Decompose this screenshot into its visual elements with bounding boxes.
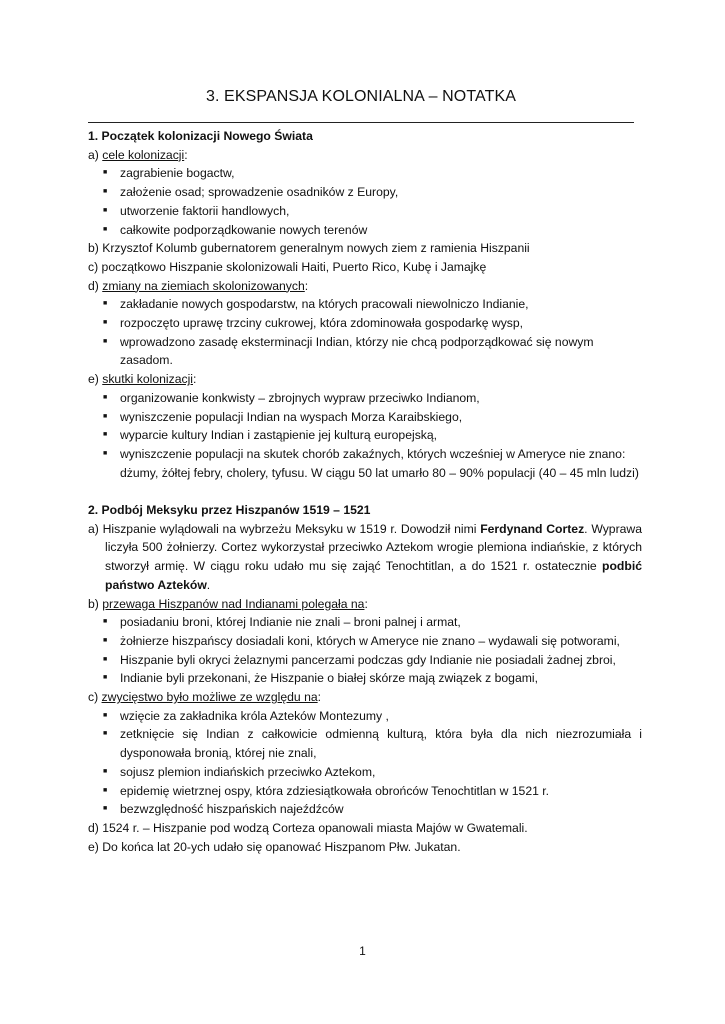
s1-c: c) początkowo Hiszpanie skolonizowali Haiti, Puerto Rico, Kubę i Jamajkę xyxy=(88,259,487,274)
list-item: ■ zagrabienie bogactw, xyxy=(88,164,642,183)
s1-d-list xyxy=(88,295,642,370)
list-item: ■ wprowadzono zasadę eksterminacji Indian, którzy nie chcą podporządkować się nowym zasadom. xyxy=(88,333,642,370)
list-item: ■ założenie osad; sprowadzenie osadników z Europy, xyxy=(88,183,642,202)
s2-b-label: b) przewaga Hiszpanów nad Indianami polegała na: xyxy=(88,596,368,611)
list-item: ■ Hiszpanie byli okryci żelaznymi pancerzami podczas gdy Indianie nie posiadali żadnej zbroi, xyxy=(88,651,642,670)
list-item: ■ sojusz plemion indiańskich przeciwko Aztekom, xyxy=(88,763,642,782)
section-2-heading: 2. Podbój Meksyku przez Hiszpanów 1519 – 1521 xyxy=(88,503,371,518)
s2-e: e) Do końca lat 20-ych udało się opanować Hiszpanom Płw. Jukatan. xyxy=(88,839,461,854)
list-item: ■ zetknięcie się Indian z całkowicie odmienną kulturą, która była dla nich niezrozumiała i dysponowała bronią, której nie znali, xyxy=(88,725,642,762)
s2-a-paragraph: a) Hiszpanie wylądowali na wybrzeżu Meksyku w 1519 r. Dowodził nimi Ferdynand Cortez. Wyprawa liczyła 500 żołnierzy. Cortez wykorzystał przeciwko Aztekom wrogie plemiona indiańskie, z których stworzył armię. W ciągu roku udało mu się zająć Tenochtitlan, a do 1521 r. ostatecznie podbić państwo Azteków. xyxy=(88,521,642,592)
list-item: ■ żołnierze hiszpańscy dosiadali koni, których w Ameryce nie znano – wydawali się potworami, xyxy=(88,632,642,651)
list-item: ■ bezwzględność hiszpańskich najeźdźców xyxy=(88,800,642,819)
list-item: ■ wyparcie kultury Indian i zastąpienie jej kulturą europejską, xyxy=(88,426,642,445)
s2-c-list xyxy=(88,707,642,819)
list-item: ■ utworzenie faktorii handlowych, xyxy=(88,202,642,221)
s1-a-list xyxy=(88,164,642,239)
s1-d-label: d) zmiany na ziemiach skolonizowanych: xyxy=(88,278,309,293)
s2-b-list xyxy=(88,613,642,688)
list-item: ■ Indianie byli przekonani, że Hiszpanie o białej skórze mają związek z bogami, xyxy=(88,669,642,688)
list-item: ■ rozpoczęto uprawę trzciny cukrowej, która zdominowała gospodarkę wysp, xyxy=(88,314,642,333)
list-item: ■ wyniszczenie populacji Indian na wyspach Morza Karaibskiego, xyxy=(88,408,642,427)
list-item: ■ całkowite podporządkowanie nowych terenów xyxy=(88,221,642,240)
s1-e-list xyxy=(88,389,642,483)
list-item: ■ wyniszczenie populacji na skutek chorób zakaźnych, których wcześniej w Ameryce nie znano: dżumy, żółtej febry, cholery, tyfusu. W ciągu 50 lat umarło 80 – 90% populacji (40 – 45 mln ludzi) xyxy=(88,445,642,482)
section-1-heading: 1. Początek kolonizacji Nowego Świata xyxy=(88,129,313,143)
page-title: 3. EKSPANSJA KOLONIALNA – NOTATKA xyxy=(205,88,517,105)
list-item: ■ posiadaniu broni, której Indianie nie znali – broni palnej i armat, xyxy=(88,613,642,632)
s1-e-label: e) skutki kolonizacji: xyxy=(88,372,197,387)
list-item: ■ wzięcie za zakładnika króla Azteków Montezumy , xyxy=(88,707,642,726)
s2-d: d) 1524 r. – Hiszpanie pod wodzą Corteza opanowali miasta Majów w Gwatemali. xyxy=(88,821,528,835)
title-underline xyxy=(88,122,634,123)
list-item: ■ epidemię wietrznej ospy, która zdziesiątkowała obrońców Tenochtitlan w 1521 r. xyxy=(88,782,642,801)
notes-body xyxy=(88,127,642,856)
s1-a-label: a) cele kolonizacji: xyxy=(88,147,188,162)
s1-b: b) Krzysztof Kolumb gubernatorem generalnym nowych ziem z ramienia Hiszpanii xyxy=(88,241,530,256)
list-item: ■ zakładanie nowych gospodarstw, na których pracowali niewolniczo Indianie, xyxy=(88,295,642,314)
list-item: ■ organizowanie konkwisty – zbrojnych wypraw przeciwko Indianom, xyxy=(88,389,642,408)
page-number: 1 xyxy=(359,944,366,958)
s2-c-label: c) zwycięstwo było możliwe ze względu na: xyxy=(88,690,322,705)
